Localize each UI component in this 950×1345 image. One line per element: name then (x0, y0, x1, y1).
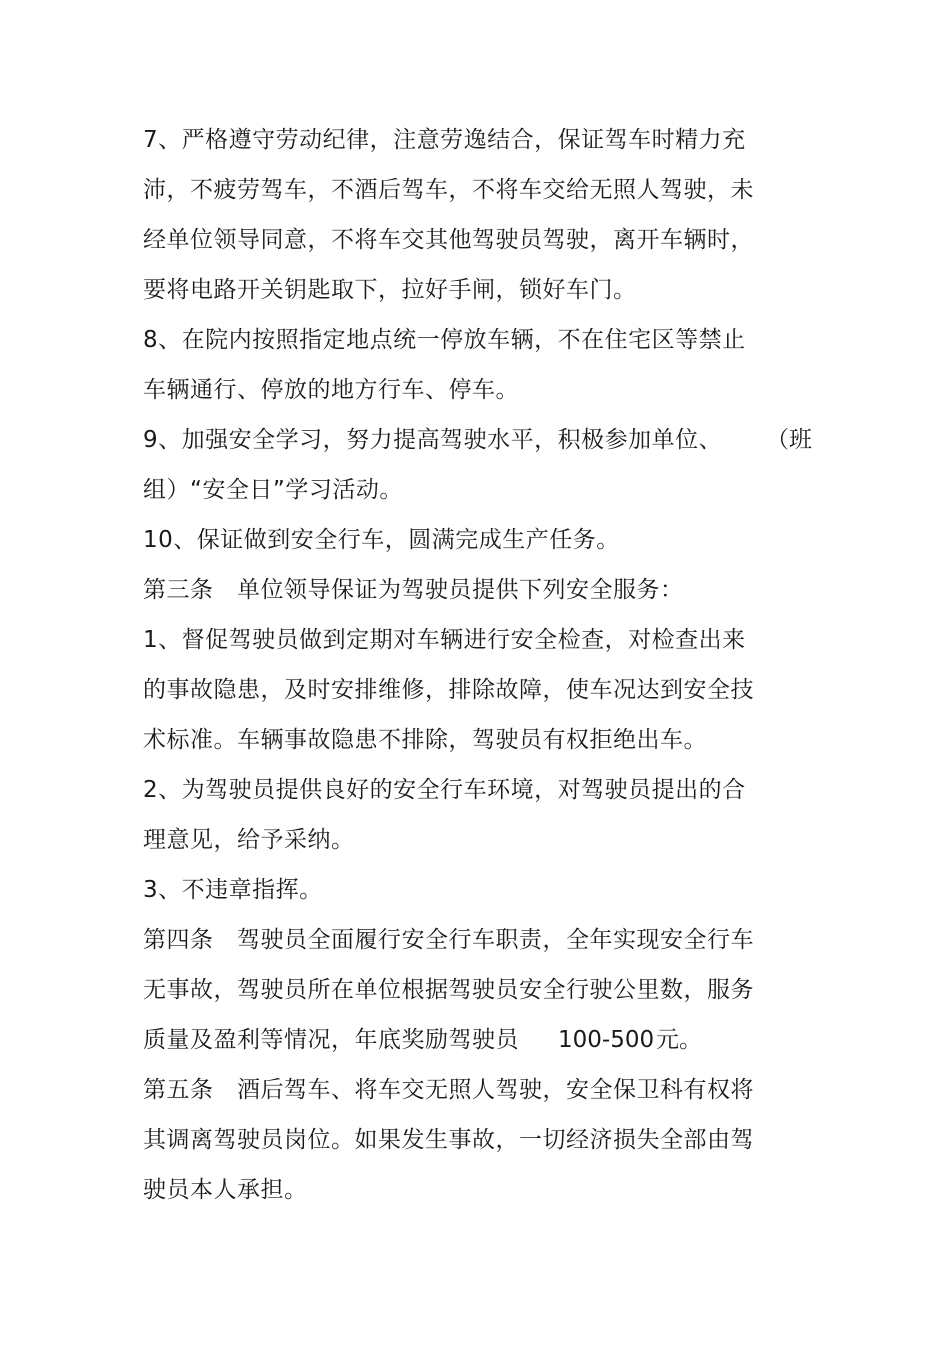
text-line: 车辆通行、停放的地方行车、停车。 (143, 377, 519, 403)
text-line: 组）“安全日”学习活动。 (143, 477, 403, 503)
text-line: 要将电路开关钥匙取下，拉好手闸，锁好车门。 (143, 277, 637, 303)
text-line: 8、在院内按照指定地点统一停放车辆，不在住宅区等禁止 (143, 327, 746, 353)
text-line-tail: （班 (766, 427, 812, 453)
text-line: 3、不违章指挥。 (143, 877, 323, 903)
text-line: 术标准。车辆事故隐患不排除，驾驶员有权拒绝出车。 (143, 727, 707, 753)
section-heading-line: 第五条 酒后驾车、将车交无照人驾驶，安全保卫科有权将 (143, 1077, 754, 1103)
reward-amount: 100-500 (558, 1027, 655, 1053)
text-line: 质量及盈利等情况，年底奖励驾驶员 (143, 1027, 519, 1053)
text-line: 驶员本人承担。 (143, 1177, 308, 1203)
text-line: 经单位领导同意，不将车交其他驾驶员驾驶，离开车辆时， (143, 227, 754, 253)
text-line: 1、督促驾驶员做到定期对车辆进行安全检查，对检查出来 (143, 627, 746, 653)
text-line: 理意见，给予采纳。 (143, 827, 355, 853)
text-line: 9、加强安全学习，努力提高驾驶水平，积极参加单位、 (143, 427, 723, 453)
section-heading-line: 第三条 单位领导保证为驾驶员提供下列安全服务： (143, 577, 684, 603)
text-line: 10、保证做到安全行车，圆满完成生产任务。 (143, 527, 620, 553)
section-heading-line: 第四条 驾驶员全面履行安全行车职责，全年实现安全行车 (143, 927, 754, 953)
text-line: 的事故隐患，及时安排维修，排除故障，使车况达到安全技 (143, 677, 754, 703)
text-line: 7、严格遵守劳动纪律，注意劳逸结合，保证驾车时精力充 (143, 127, 746, 153)
text-line: 无事故，驾驶员所在单位根据驾驶员安全行驶公里数，服务 (143, 977, 754, 1003)
text-line: 沛，不疲劳驾车，不酒后驾车，不将车交给无照人驾驶，未 (143, 177, 754, 203)
reward-unit: 元。 (656, 1027, 702, 1053)
text-line: 其调离驾驶员岗位。如果发生事故，一切经济损失全部由驾 (143, 1127, 754, 1153)
text-line: 2、为驾驶员提供良好的安全行车环境，对驾驶员提出的合 (143, 777, 746, 803)
